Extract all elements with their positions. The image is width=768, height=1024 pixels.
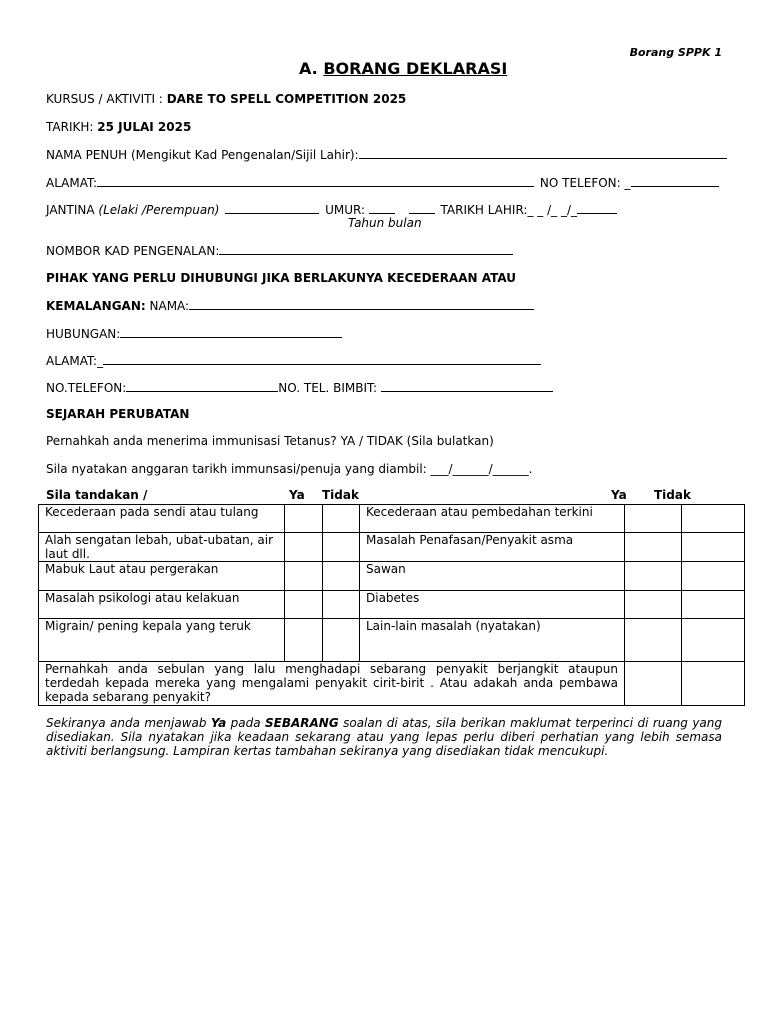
no-cell[interactable] <box>682 619 745 662</box>
yes-cell[interactable] <box>285 505 323 533</box>
address-row <box>46 175 719 190</box>
ic-label: NOMBOR KAD PENGENALAN: <box>46 244 220 258</box>
age-years-field[interactable] <box>369 202 395 214</box>
table-header-label: Sila tandakan / <box>46 488 148 502</box>
no-cell[interactable] <box>682 562 745 591</box>
birth-date-field[interactable] <box>577 202 617 214</box>
relationship-label: HUBUNGAN: <box>46 327 121 341</box>
age-months-field[interactable] <box>409 202 435 214</box>
emergency-phone-row <box>46 380 553 395</box>
full-name-label: NAMA PENUH (Mengikut Kad Pengenalan/Sijil Lahir): <box>46 148 359 162</box>
note-part3: soalan di atas, sila berikan maklumat terperinci di ruang yang disediakan. Sila nyatakan jika keadaan sekarang atau yang lepas perlu diberi perhatian yang lebih semasa aktiviti berlangsung. Lampiran kertas tambahan sekiranya yang disediakan tidak mencukupi. <box>46 716 722 758</box>
condition-right: Lain-lain masalah (nyatakan) <box>360 619 625 662</box>
col-no-right: Tidak <box>654 488 691 502</box>
tetanus-question: Pernahkah anda menerima immunisasi Tetanus? YA / TIDAK (Sila bulatkan) <box>46 434 494 448</box>
no-cell[interactable] <box>323 591 360 619</box>
yes-cell[interactable] <box>285 562 323 591</box>
emergency-name-field[interactable] <box>189 298 534 310</box>
page-title <box>299 59 507 78</box>
emergency-name-label: NAMA: <box>149 299 190 313</box>
yes-cell[interactable] <box>625 505 682 533</box>
age-hint: Tahun bulan <box>348 216 422 230</box>
condition-left: Alah sengatan lebah, ubat-ubatan, air laut dll. <box>39 533 285 562</box>
yes-cell[interactable] <box>625 662 682 706</box>
gender-options: (Lelaki /Perempuan) <box>98 203 220 217</box>
emergency-heading: PIHAK YANG PERLU DIHUBUNGI JIKA BERLAKUNYA KECEDERAAN ATAU <box>46 271 517 285</box>
condition-right: Sawan <box>360 562 625 591</box>
address-field[interactable] <box>97 175 534 187</box>
medical-table <box>38 504 745 706</box>
no-cell[interactable] <box>323 505 360 533</box>
yes-cell[interactable] <box>285 619 323 662</box>
condition-right: Masalah Penafasan/Penyakit asma <box>360 533 625 562</box>
emergency-address-row <box>46 353 541 368</box>
note-sebarang: SEBARANG <box>265 716 339 730</box>
condition-left: Migrain/ pening kepala yang teruk <box>39 619 285 662</box>
note-part1: Sekiranya anda menjawab <box>46 716 211 730</box>
yes-cell[interactable] <box>625 533 682 562</box>
date-value: 25 JULAI 2025 <box>97 120 192 134</box>
no-cell[interactable] <box>682 591 745 619</box>
full-name-field[interactable] <box>359 147 727 159</box>
tetanus-date: Sila nyatakan anggaran tarikh immunsasi/penuja yang diambil: ___/______/______. <box>46 462 533 476</box>
condition-left: Kecederaan pada sendi atau tulang <box>39 505 285 533</box>
col-no-left: Tidak <box>322 488 359 502</box>
table-row <box>39 533 745 562</box>
infectious-question: Pernahkah anda sebulan yang lalu menghadapi sebarang penyakit berjangkit ataupun terdedah kepada mereka yang mengalami penyakit cirit-birit . Atau adakah anda pembawa kepada sebarang penyakit? <box>39 662 625 706</box>
yes-cell[interactable] <box>285 591 323 619</box>
yes-cell[interactable] <box>625 562 682 591</box>
gender-label: JANTINA <box>46 203 99 217</box>
emergency-address-field[interactable] <box>103 353 541 365</box>
relationship-field[interactable] <box>120 326 342 338</box>
yes-cell[interactable] <box>285 533 323 562</box>
no-cell[interactable] <box>323 619 360 662</box>
table-row <box>39 505 745 533</box>
yes-cell[interactable] <box>625 619 682 662</box>
form-code: Borang SPPK 1 <box>629 46 722 59</box>
course-label: KURSUS / AKTIVITI : <box>46 92 163 106</box>
course-value: DARE TO SPELL COMPETITION 2025 <box>166 92 407 106</box>
emergency-heading-line2: KEMALANGAN: <box>46 299 146 313</box>
emergency-name-row <box>46 298 534 313</box>
table-row <box>39 619 745 662</box>
no-cell[interactable] <box>682 662 745 706</box>
date-label: TARIKH: <box>46 120 94 134</box>
phone-label: NO TELEFON: _ <box>539 176 631 190</box>
address-label: ALAMAT: <box>46 176 98 190</box>
no-cell[interactable] <box>682 505 745 533</box>
col-yes-right: Ya <box>611 488 627 502</box>
col-yes-left: Ya <box>289 488 305 502</box>
no-cell[interactable] <box>682 533 745 562</box>
emergency-mobile-label: NO. TEL. BIMBIT: <box>278 381 381 395</box>
emergency-phone-label: NO.TELEFON: <box>46 381 127 395</box>
emergency-address-label: ALAMAT:_ <box>46 354 104 368</box>
condition-left: Masalah psikologi atau kelakuan <box>39 591 285 619</box>
medical-heading: SEJARAH PERUBATAN <box>46 407 190 421</box>
title-text: BORANG DEKLARASI <box>323 59 508 78</box>
age-label: UMUR: <box>325 203 369 217</box>
condition-left: Mabuk Laut atau pergerakan <box>39 562 285 591</box>
phone-field[interactable] <box>631 175 719 187</box>
condition-right: Kecederaan atau pembedahan terkini <box>360 505 625 533</box>
full-name-row <box>46 147 727 162</box>
no-cell[interactable] <box>323 562 360 591</box>
no-cell[interactable] <box>323 533 360 562</box>
table-row <box>39 591 745 619</box>
emergency-phone-field[interactable] <box>126 380 278 392</box>
date-row <box>46 120 191 134</box>
ic-row <box>46 243 513 258</box>
note-part2: pada <box>226 716 265 730</box>
table-row <box>39 562 745 591</box>
title-prefix: A. <box>299 59 318 78</box>
relationship-row <box>46 326 342 341</box>
yes-cell[interactable] <box>625 591 682 619</box>
condition-right: Diabetes <box>360 591 625 619</box>
note-ya: Ya <box>210 716 227 730</box>
table-row <box>39 662 745 706</box>
course-row <box>46 92 406 106</box>
emergency-mobile-field[interactable] <box>381 380 553 392</box>
gender-field[interactable] <box>225 202 319 214</box>
birth-date-label: TARIKH LAHIR:_ _ /_ _/_ <box>440 203 577 217</box>
ic-field[interactable] <box>219 243 513 255</box>
gender-row <box>46 202 617 217</box>
footnote <box>46 716 722 758</box>
